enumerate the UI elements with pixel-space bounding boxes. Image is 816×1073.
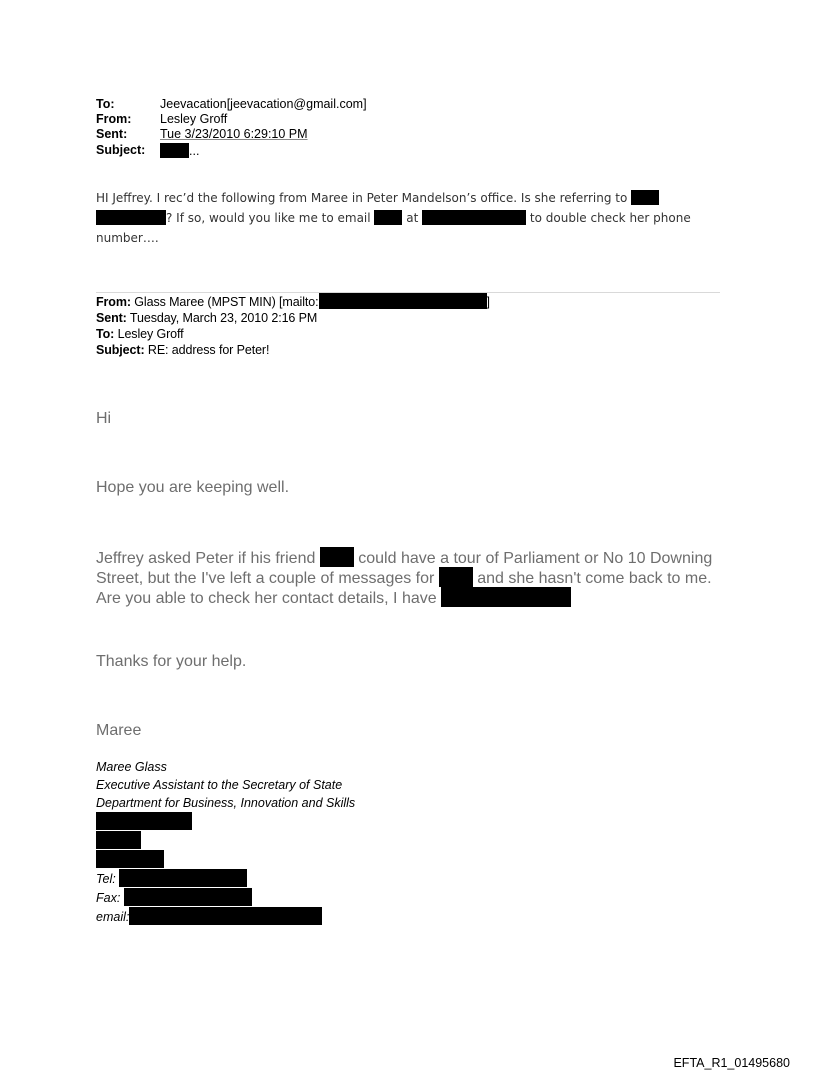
redaction-block xyxy=(631,190,659,205)
para3-text-2: could have a tour of Parliament or No 10 Downing Street, but the I've left a couple of messages for xyxy=(96,550,713,587)
fwd-subject-value: RE: address for Peter! xyxy=(147,343,270,357)
fwd-from-row xyxy=(96,293,490,310)
forwarded-header xyxy=(96,293,490,358)
sent-value: Tue 3/23/2010 6:29:10 PM xyxy=(160,127,308,141)
signature-name: Maree Glass xyxy=(96,760,167,774)
sent-label: Sent: xyxy=(96,127,128,141)
redaction-block xyxy=(422,210,526,225)
redaction-block xyxy=(96,812,192,830)
intro-text-2: ? If so, would you like me to email xyxy=(166,211,375,225)
fwd-from-label: From: xyxy=(96,295,131,309)
redaction-block xyxy=(441,587,571,607)
redaction-block xyxy=(320,547,354,567)
signature-block xyxy=(96,758,355,926)
subject-suffix: ... xyxy=(189,144,200,158)
intro-text-1: HI Jeffrey. I rec’d the following from Maree in Peter Mandelson’s office. Is she referring to xyxy=(96,191,632,205)
to-label: To: xyxy=(96,97,115,111)
from-value: Lesley Groff xyxy=(160,112,228,126)
fax-label: Fax: xyxy=(96,891,121,905)
signature-redacted-line-3 xyxy=(96,850,355,869)
body-thanks: Thanks for your help. xyxy=(96,653,247,670)
fwd-to-value: Lesley Groff xyxy=(117,327,184,341)
redaction-block xyxy=(319,293,487,309)
para3-text-1: Jeffrey asked Peter if his friend xyxy=(96,550,320,567)
signature-title: Executive Assistant to the Secretary of State xyxy=(96,778,343,792)
para3-text-3: and she hasn't come back to me. Are you able to check her contact details, I have xyxy=(96,570,712,607)
intro-text-4: to double check her phone number…. xyxy=(96,211,691,245)
intro-text-3: at xyxy=(402,211,423,225)
fwd-from-close: ] xyxy=(486,295,490,309)
redaction-block xyxy=(96,831,141,849)
to-value: Jeevacation[jeevacation@gmail.com] xyxy=(160,97,367,111)
greeting: Hi xyxy=(96,410,112,427)
body-line-2: Hope you are keeping well. xyxy=(96,479,290,496)
signature-redacted-line-2 xyxy=(96,831,355,850)
fwd-sent-value: Tuesday, March 23, 2010 2:16 PM xyxy=(129,311,318,325)
fwd-sent-label: Sent: xyxy=(96,311,127,325)
redaction-block xyxy=(124,888,252,906)
signature-tel-row xyxy=(96,869,355,888)
tel-label: Tel: xyxy=(96,872,116,886)
fwd-from-value: Glass Maree (MPST MIN) [mailto: xyxy=(134,295,319,309)
signature-redacted-line-1 xyxy=(96,812,355,831)
from-label: From: xyxy=(96,112,132,126)
subject-value xyxy=(160,143,199,159)
redaction-block xyxy=(160,143,189,158)
signature-fax-row xyxy=(96,888,355,907)
body-paragraph-3 xyxy=(96,547,736,607)
fwd-to-row xyxy=(96,326,490,342)
redaction-block xyxy=(96,850,164,868)
redaction-block xyxy=(439,567,473,587)
redaction-block xyxy=(96,210,166,225)
body-signoff: Maree xyxy=(96,722,142,739)
fwd-sent-row xyxy=(96,310,490,326)
fwd-to-label: To: xyxy=(96,327,115,341)
signature-email-row xyxy=(96,907,355,926)
document-id: EFTA_R1_01495680 xyxy=(673,1056,790,1070)
email-label: email: xyxy=(96,910,130,924)
redaction-block xyxy=(119,869,247,887)
signature-department: Department for Business, Innovation and Skills xyxy=(96,796,356,810)
intro-message xyxy=(96,188,716,248)
fwd-subject-label: Subject: xyxy=(96,343,145,357)
subject-label: Subject: xyxy=(96,143,146,157)
redaction-block xyxy=(129,907,322,925)
fwd-subject-row xyxy=(96,342,490,358)
redaction-block xyxy=(374,210,402,225)
